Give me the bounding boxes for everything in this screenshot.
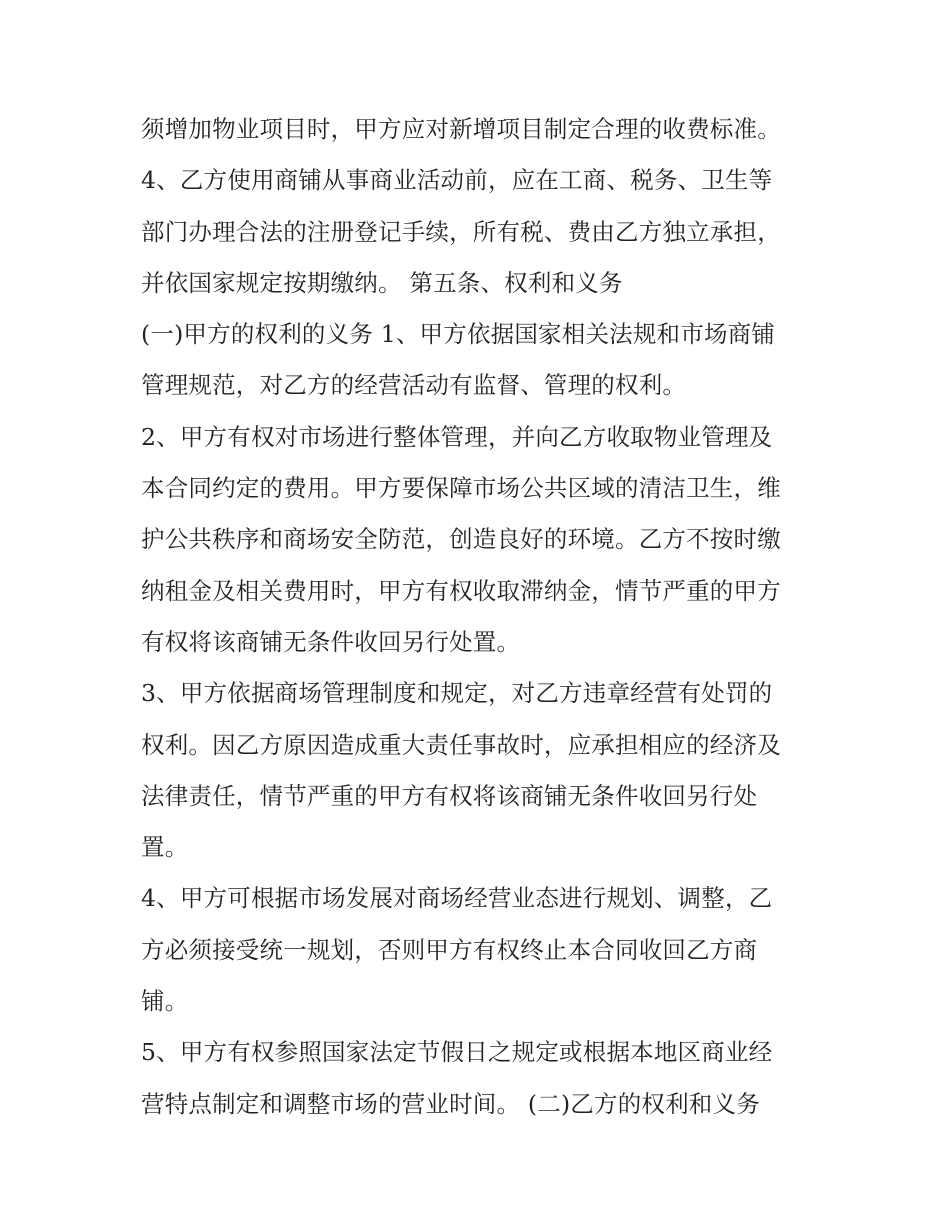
text-line: 并依国家规定按期缴纳。 第五条、权利和义务	[141, 268, 623, 297]
text-line: 管理规范，对乙方的经营活动有监督、管理的权利。	[141, 371, 687, 400]
text-line: 本合同约定的费用。甲方要保障市场公共区域的清洁卫生，维	[141, 474, 781, 503]
text-line: 须增加物业项目时，甲方应对新增项目制定合理的收费标准。	[141, 115, 781, 143]
text-line: 营特点制定和调整市场的营业时间。 (二)乙方的权利和义务	[141, 1089, 760, 1118]
text-line: 有权将该商铺无条件收回另行处置。	[141, 627, 521, 656]
text-line: 3、甲方依据商场管理制度和规定，对乙方违章经营有处罚的	[141, 679, 773, 708]
text-line: 护公共秩序和商场安全防范，创造良好的环境。乙方不按时缴	[141, 525, 781, 554]
text-line: 方必须接受统一规划，否则甲方有权终止本合同收回乙方商	[141, 935, 758, 964]
text-line: (一)甲方的权利的义务 1、甲方依据国家相关法规和市场商铺	[141, 320, 776, 349]
document-body	[141, 104, 831, 1130]
text-line: 5、甲方有权参照国家法定节假日之规定或根据本地区商业经	[141, 1038, 773, 1067]
text-line: 4、甲方可根据市场发展对商场经营业态进行规划、调整，乙	[141, 884, 773, 913]
text-line: 铺。	[141, 987, 189, 1016]
text-line: 置。	[141, 833, 189, 862]
text-line: 法律责任，情节严重的甲方有权将该商铺无条件收回另行处	[141, 781, 758, 810]
text-line: 4、乙方使用商铺从事商业活动前，应在工商、税务、卫生等	[141, 166, 773, 195]
text-line: 纳租金及相关费用时，甲方有权收取滞纳金，情节严重的甲方	[141, 576, 781, 605]
text-line: 权利。因乙方原因造成重大责任事故时，应承担相应的经济及	[141, 730, 781, 759]
text-line: 2、甲方有权对市场进行整体管理，并向乙方收取物业管理及	[141, 422, 773, 451]
text-line: 部门办理合法的注册登记手续，所有税、费由乙方独立承担，	[141, 217, 781, 246]
